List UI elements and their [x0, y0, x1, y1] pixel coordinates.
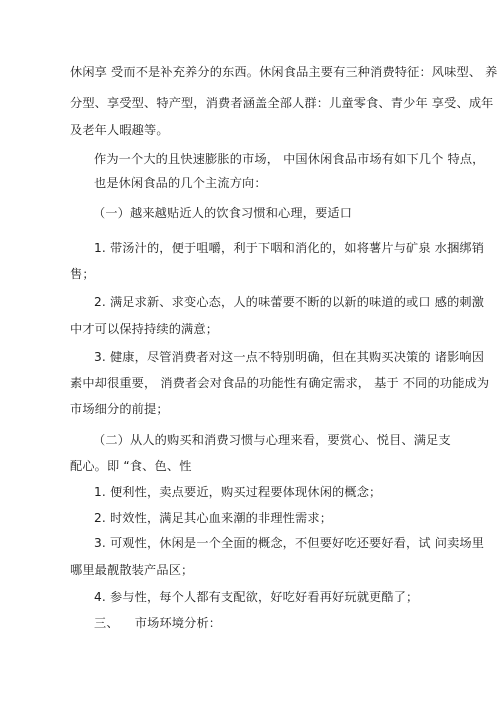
section-heading: 三、 市场环境分析：	[94, 616, 222, 630]
text-line: 分型、享受型、特产型，消费者涵盖全部人群：儿童零食、青少年 享受、成年	[70, 96, 494, 110]
text-line: 售；	[70, 267, 95, 281]
list-item: 3. 健康，尽管消费者对这一点不特别明确，但在其购买决策的 诸影响因	[94, 350, 485, 364]
section-heading: （一）越来越贴近人的饮食习惯和心理，要适口	[93, 206, 353, 220]
list-item: 4. 参与性，每个人都有支配欲，好吃好看再好玩就更酷了；	[94, 590, 419, 604]
text-line: 也是休闲食品的几个主流方向：	[94, 176, 267, 190]
text-line: 素中却很重要， 消费者会对食品的功能性有确定需求， 基于 不同的功能成为	[70, 376, 490, 390]
list-item: 2. 时效性，满足其心血来潮的非理性需求；	[94, 511, 333, 525]
list-item: 3. 可观性，休闲是一个全面的概念，不但要好吃还要好看，试 问卖场里	[94, 536, 485, 550]
text-line: 及老年人暇趣等。	[70, 123, 169, 137]
list-item: 2. 满足求新、求变心态，人的味蕾要不断的以新的味道的或口 感的刺激	[94, 295, 485, 309]
text-line: 哪里最靓散装产品区；	[70, 563, 194, 577]
list-item: 1. 带汤汁的，便于咀嚼，利于下咽和消化的，如将薯片与矿泉 水捆绑销	[94, 241, 485, 255]
text-line: 配心。即 “食、色、性	[70, 459, 192, 473]
text-line: 休闲享 受而不是补充养分的东西。休闲食品主要有三种消费特征：风味型、 养	[70, 65, 498, 79]
list-item: 1. 便利性，卖点要近，购买过程要体现休闲的概念；	[94, 485, 382, 499]
text-line: 市场细分的前提；	[70, 402, 169, 416]
text-line: 作为一个大的且快速膨胀的市场， 中国休闲食品市场有如下几个 特点，	[94, 152, 485, 166]
section-heading: （二）从人的购买和消费习惯与心理来看，要赏心、悦目、满足支	[93, 433, 451, 447]
text-line: 中才可以保持持续的满意；	[70, 322, 219, 336]
